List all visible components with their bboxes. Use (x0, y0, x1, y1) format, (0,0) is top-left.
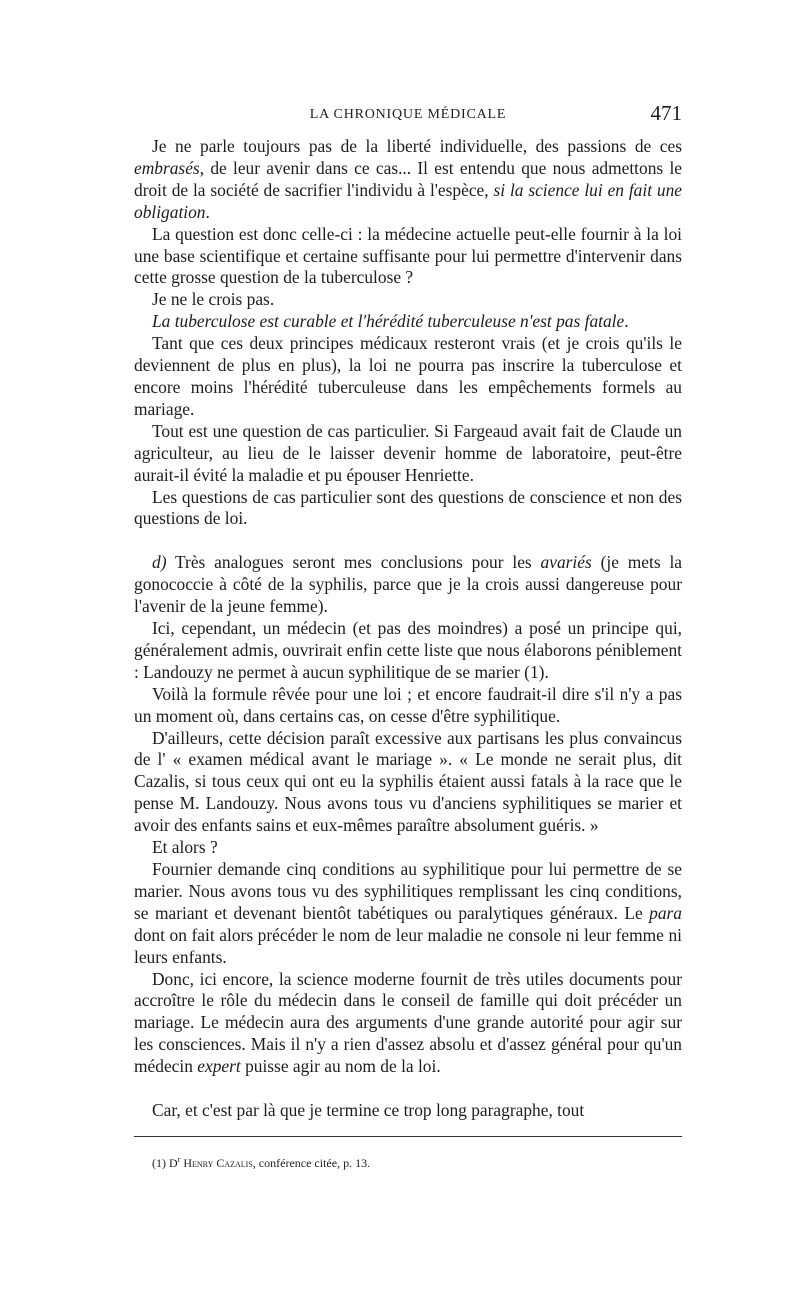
paragraph-9: Ici, cependant, un médecin (et pas des moindres) a posé un principe qui, généralement admis, ouvrirait enfin cette liste que nous élaborons péniblement : Landouzy ne permet à aucun syphilitique de se marier (1). (134, 618, 682, 682)
paragraph-2: La question est donc celle-ci : la médecine actuelle peut-elle fournir à la loi une base scientifique et certaine suffisante pour lui permettre d'intervenir dans cette grosse question de la tuberculose ? (134, 223, 682, 288)
paragraph-4: La tuberculose est curable et l'hérédité tuberculeuse n'est pas fatale. (152, 311, 629, 332)
paragraph-8: d) Très analogues seront mes conclusions pour les avariés (je mets la gonococcie à côté de la syphilis, parce que je la crois aussi dangereuse pour l'avenir de la jeune femme). (134, 552, 683, 617)
paragraph-15: Car, et c'est par là que je termine ce trop long paragraphe, tout (152, 1100, 585, 1121)
paragraph-6: Tout est une question de cas particulier. Si Fargeaud avait fait de Claude un agriculteur, au lieu de le laisser devenir homme de laboratoire, peut-être aurait-il évité la maladie et pu épouser Henriette. (134, 420, 682, 485)
footnote-rule (134, 1136, 682, 1137)
paragraph-7: Les questions de cas particulier sont des questions de conscience et non des questions de loi. (134, 486, 682, 529)
paragraph-12: Et alors ? (152, 837, 218, 858)
paragraph-3: Je ne le crois pas. (152, 289, 275, 310)
paragraph-10: Voilà la formule rêvée pour une loi ; et encore faudrait-il dire s'il n'y a pas un moment où, dans certains cas, on cesse d'être syphilitique. (134, 683, 682, 726)
body-text (134, 136, 682, 1122)
page-header (134, 101, 682, 127)
footnote: (1) $D^r$ Henry Cazalis, conférence citée, p. 13. (152, 1155, 371, 1170)
paragraph-11: D'ailleurs, cette décision paraît excessive aux partisans les plus convaincus de l' « examen médical avant le mariage ». « Le monde ne serait plus, dit Cazalis, si tous ceux qui ont eu la syphilis étaient aussi fatals à la race que le pense M. Landouzy. Nous avons tous vu d'anciens syphilitiques se marier et avoir des enfants sains et eux-mêmes paraître absolument guéris. » (134, 727, 682, 836)
paragraph-5: Tant que ces deux principes médicaux resteront vrais (et je crois qu'ils le deviennent de plus en plus), la loi ne pourra pas inscrire la tuberculose et encore moins l'hérédité tuberculeuse dans les empêchements formels au mariage. (134, 333, 682, 419)
paragraph-1: Je ne parle toujours pas de la liberté individuelle, des passions de ces embrasés, de leur avenir dans ce cas... Il est entendu que nous admettons le droit de la société de sacrifier l'individu à l'espèce, si la science lui en fait une obligation. (134, 136, 682, 222)
paragraph-14: Donc, ici encore, la science moderne fournit de très utiles documents pour accroître le rôle du médecin dans le conseil de famille qui doit précéder un mariage. Le médecin aura des arguments d'une grande autorité pour agir sur les consciences. Mais il n'y a rien d'assez absolu et d'assez général pour qu'un médecin expert puisse agir au nom de la loi. (134, 968, 682, 1077)
paragraph-13: Fournier demande cinq conditions au syphilitique pour lui permettre de se marier. Nous avons tous vu des syphilitiques remplissant les cinq conditions, se mariant et devenant bientôt tabétiques ou paralytiques généraux. Le para dont on fait alors précéder le nom de leur maladie ne console ni leur femme ni leurs enfants. (134, 859, 682, 967)
page-number: 471 (650, 101, 682, 125)
running-title: LA CHRONIQUE MÉDICALE (309, 107, 507, 122)
